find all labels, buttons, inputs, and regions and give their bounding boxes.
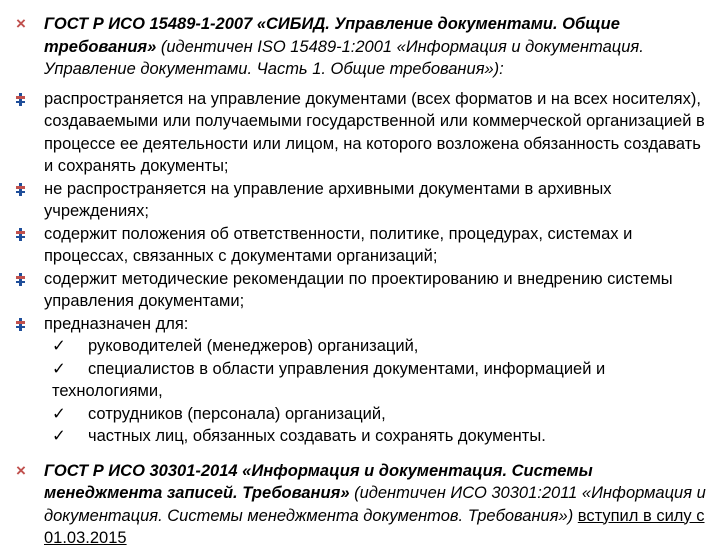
standard-title: ГОСТ Р ИСО 15489-1-2007 «СИБИД. Управление документами. Общие требования»	[44, 15, 620, 56]
standard-section-15489	[16, 13, 708, 81]
audience-text: сотрудников (персонала) организаций,	[88, 404, 386, 423]
standard-section-30301	[16, 460, 708, 550]
section-heading	[16, 13, 708, 81]
audience-list	[16, 335, 708, 448]
section-heading	[16, 460, 708, 550]
audience-text: специалистов в области управления документами, информацией и технологиями,	[52, 359, 606, 400]
audience-item	[52, 425, 708, 448]
bullet-list	[16, 88, 708, 336]
bullet-icon	[16, 93, 25, 106]
checkmark-icon: ✓	[52, 337, 66, 355]
list-item-text: предназначен для:	[44, 314, 189, 333]
cross-marker-icon: ×	[16, 460, 26, 480]
list-item-text: не распространяется на управление архивными документами в архивных учреждениях;	[44, 179, 612, 220]
standard-description: (идентичен ИСО 30301:2011 «Информация и документация. Системы менеджмента документов. Требования»)	[44, 484, 706, 525]
audience-text: частных лиц, обязанных создавать и сохранять документы.	[88, 427, 546, 445]
list-item	[16, 313, 708, 336]
checkmark-icon: ✓	[52, 427, 66, 445]
bullet-icon	[16, 183, 25, 196]
effective-date: вступил в силу с 01.03.2015	[44, 506, 705, 547]
list-item-text: распространяется на управление документами (всех форматов и на всех носителях), создаваемыми или получаемыми государственной или коммерческой организацией в процессе ее деятельности или лицом, на которого возложена обязанность создавать и сохранять документы;	[44, 89, 705, 175]
audience-item	[52, 358, 708, 403]
checkmark-icon: ✓	[52, 359, 66, 378]
bullet-icon	[16, 228, 25, 241]
list-item	[16, 268, 708, 313]
standard-description: (идентичен ISO 15489-1:2001 «Информация и документация. Управление документами. Часть 1. Общие требования»):	[44, 37, 644, 78]
audience-item	[52, 403, 708, 426]
cross-marker-icon: ×	[16, 14, 26, 33]
list-item-text: содержит методические рекомендации по проектированию и внедрению системы управления документами;	[44, 269, 673, 310]
audience-text: руководителей (менеджеров) организаций,	[88, 337, 419, 355]
audience-item	[52, 335, 708, 358]
standard-title: ГОСТ Р ИСО 30301-2014 «Информация и документация. Системы менеджмента записей. Требования»	[44, 461, 593, 502]
list-item	[16, 88, 708, 178]
list-item	[16, 178, 708, 223]
bullet-icon	[16, 318, 25, 331]
bullet-icon	[16, 273, 25, 286]
list-item	[16, 223, 708, 268]
list-item-text: содержит положения об ответственности, политике, процедурах, системах и процессах, связанных с документами организаций;	[44, 224, 633, 265]
checkmark-icon: ✓	[52, 404, 66, 423]
